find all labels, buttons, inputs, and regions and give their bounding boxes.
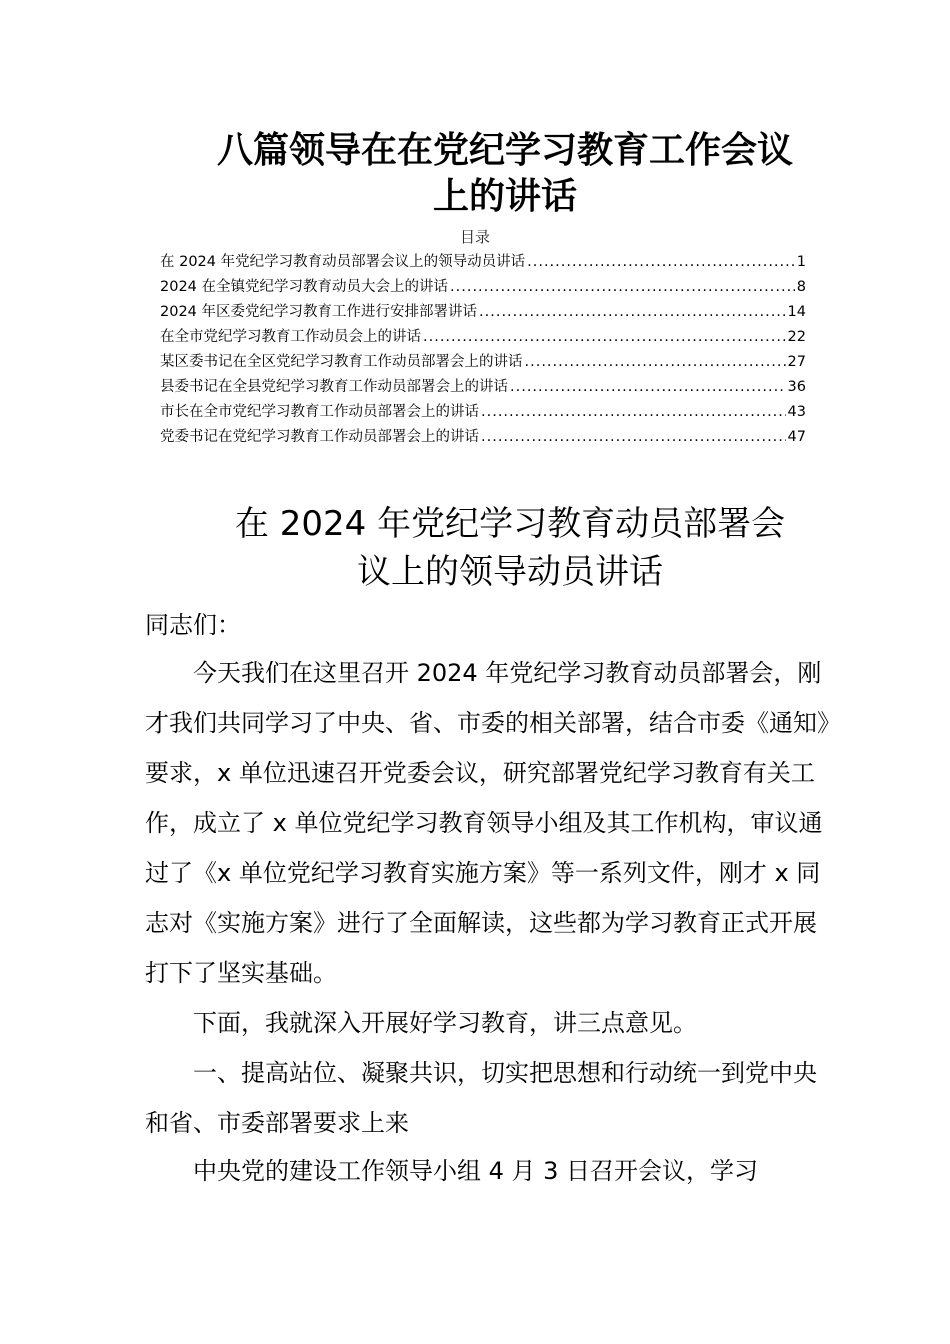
- toc-item-page: 43: [787, 404, 806, 420]
- toc-dot-leader: [481, 425, 786, 450]
- toc-item-title: 市长在全市党纪学习教育工作动员部署会上的讲话: [160, 404, 479, 420]
- toc-dot-leader: [450, 275, 795, 300]
- toc-item[interactable]: [160, 325, 806, 350]
- body-paragraph-1: 今天我们在这里召开 2024 年党纪学习教育动员部署会，刚才我们共同学习了中央、省、市委的相关部署，结合市委《通知》要求，x 单位迅速召开党委会议，研究部署党纪学习教育有关工作，成立了 x 单位党纪学习教育领导小组及其工作机构，审议通过了《x 单位党纪学习教育实施方案》等一系列文件，刚才 x 同志对《实施方案》进行了全面解读，这些都为学习教育正式开展打下了坚实基础。: [145, 659, 829, 987]
- body-paragraph-3: 中央党的建设工作领导小组 4 月 3 日召开会议，学习: [193, 1157, 759, 1185]
- section-title: [145, 500, 875, 596]
- toc-item-page: 36: [787, 379, 806, 395]
- document-title-line-2: 上的讲话: [432, 176, 577, 217]
- toc-item-title: 2024 年区委党纪学习教育工作进行安排部署讲话: [160, 304, 478, 320]
- toc-item-title: 党委书记在党纪学习教育工作动员部署会上的讲话: [160, 429, 479, 445]
- section-title-line-2: 议上的领导动员讲话: [357, 552, 663, 592]
- toc-dot-leader: [479, 300, 786, 325]
- toc-item-page: 47: [787, 429, 806, 445]
- section-heading-1: 一、提高站位、凝聚共识，切实把思想和行动统一到党中央和省、市委部署要求上来: [145, 1059, 817, 1137]
- toc-item-title: 在 2024 年党纪学习教育动员部署会议上的领导动员讲话: [160, 254, 526, 270]
- toc-item-title: 2024 在全镇党纪学习教育动员大会上的讲话: [160, 279, 449, 295]
- toc-item-page: 8: [796, 279, 806, 295]
- toc-item[interactable]: [160, 300, 806, 325]
- toc-item-title: 在全市党纪学习教育工作动员会上的讲话: [160, 329, 421, 345]
- table-of-contents: [160, 250, 806, 450]
- toc-dot-leader: [525, 350, 786, 375]
- toc-dot-leader: [510, 375, 786, 400]
- toc-item-page: 14: [787, 304, 806, 320]
- toc-heading: 目录: [459, 228, 490, 246]
- toc-dot-leader: [527, 250, 795, 275]
- toc-item[interactable]: [160, 350, 806, 375]
- toc-dot-leader: [423, 325, 786, 350]
- toc-item[interactable]: [160, 375, 806, 400]
- toc-item-page: 1: [796, 254, 806, 270]
- toc-item[interactable]: [160, 275, 806, 300]
- document-title: [145, 128, 865, 220]
- toc-item[interactable]: [160, 425, 806, 450]
- document-title-line-1: 八篇领导在在党纪学习教育工作会议: [216, 130, 793, 171]
- toc-item[interactable]: [160, 250, 806, 275]
- toc-item-title: 县委书记在全县党纪学习教育工作动员部署会上的讲话: [160, 379, 508, 395]
- section-title-line-1: 在 2024 年党纪学习教育动员部署会: [234, 504, 786, 544]
- salutation: 同志们：: [145, 611, 241, 639]
- toc-item[interactable]: [160, 400, 806, 425]
- toc-item-title: 某区委书记在全区党纪学习教育工作动员部署会上的讲话: [160, 354, 523, 370]
- toc-item-page: 22: [787, 329, 806, 345]
- toc-item-page: 27: [787, 354, 806, 370]
- body-paragraph-2: 下面，我就深入开展好学习教育，讲三点意见。: [193, 1009, 697, 1037]
- toc-dot-leader: [481, 400, 786, 425]
